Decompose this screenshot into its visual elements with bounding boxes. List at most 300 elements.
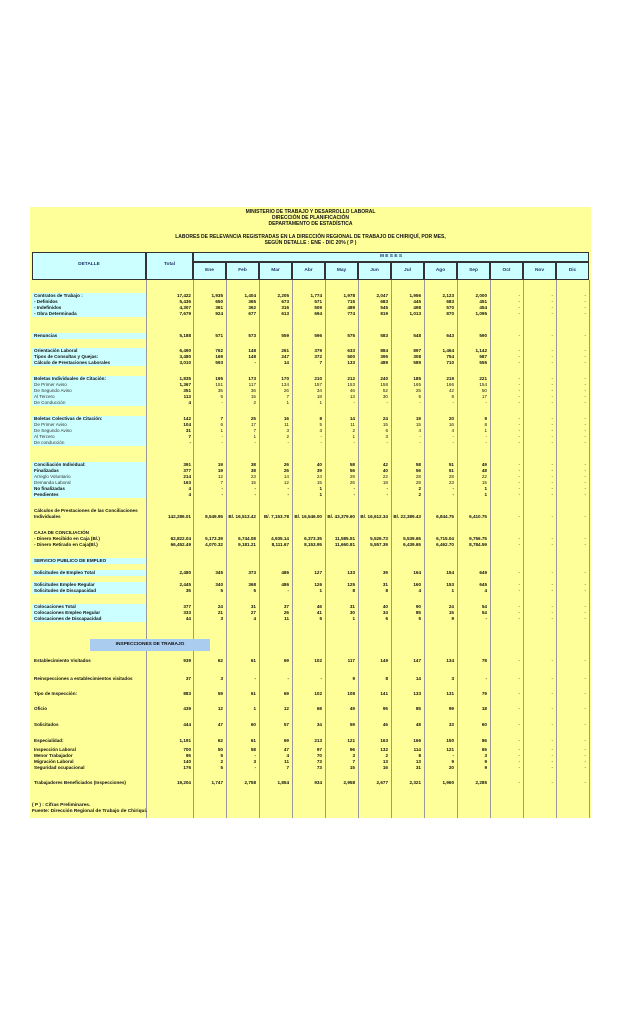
month-value-abr: 571 bbox=[314, 299, 322, 304]
row-label: Trabajadores Beneficiados (Inspecciones) bbox=[34, 780, 126, 785]
month-value-feb: 1 bbox=[253, 706, 256, 711]
month-value-oct: - bbox=[518, 354, 520, 359]
month-value-mar: 673 bbox=[281, 299, 289, 304]
month-value-ago: 2,123 bbox=[442, 293, 454, 298]
month-value-abr: - bbox=[320, 434, 322, 439]
row-label: Cálculo de Prestaciones Laborales bbox=[34, 360, 111, 365]
month-value-mar: 26 bbox=[283, 462, 289, 467]
month-value-jul: 13 bbox=[415, 759, 421, 764]
month-value-jul: 2 bbox=[418, 492, 421, 497]
month-value-ago: 121 bbox=[446, 747, 454, 752]
row-total: 4 bbox=[188, 492, 191, 497]
row-total: 391 bbox=[183, 462, 191, 467]
month-value-sep: 1 bbox=[484, 492, 487, 497]
month-value-mar: 486 bbox=[281, 582, 289, 587]
row-label: Seguridad ocupacional bbox=[34, 765, 85, 770]
month-value-ene: 7 bbox=[220, 416, 223, 421]
month-value-dic: - bbox=[584, 333, 586, 338]
month-value-sep: - bbox=[485, 616, 487, 621]
month-value-jun: 163 bbox=[380, 738, 388, 743]
month-value-may: 13 bbox=[349, 394, 355, 399]
month-value-nov: - bbox=[551, 486, 553, 491]
row-label: De Primer Aviso bbox=[34, 422, 67, 427]
month-value-oct: - bbox=[518, 753, 520, 758]
month-value-jun: 6 bbox=[385, 616, 388, 621]
month-value-sep: 9 bbox=[484, 765, 487, 770]
month-value-feb: 2,758 bbox=[244, 780, 256, 785]
month-header-sep: Sep bbox=[469, 268, 478, 273]
month-value-ago: - bbox=[452, 400, 454, 405]
month-value-ene: 1 bbox=[220, 428, 223, 433]
row-label: Especialidad: bbox=[34, 738, 64, 743]
month-value-ago: - bbox=[452, 753, 454, 758]
month-value-oct: - bbox=[518, 676, 520, 681]
month-value-ago: 33 bbox=[448, 722, 454, 727]
month-value-may: 153 bbox=[347, 382, 355, 387]
row-label: Individuales bbox=[34, 514, 61, 519]
month-value-feb: 2 bbox=[253, 400, 256, 405]
month-value-ago: 154 bbox=[446, 570, 454, 575]
row-total: 4,307 bbox=[179, 305, 191, 310]
row-total: 700 bbox=[183, 747, 191, 752]
month-value-ago: 710 bbox=[446, 360, 454, 365]
month-value-ene: - bbox=[221, 400, 223, 405]
month-value-oct: - bbox=[518, 492, 520, 497]
month-value-mar: 2,205 bbox=[277, 293, 289, 298]
row-label: Tipo de Inspección: bbox=[34, 691, 78, 696]
month-value-jul: 2,321 bbox=[409, 780, 421, 785]
month-value-dic: - bbox=[584, 658, 586, 663]
month-value-nov: - bbox=[551, 462, 553, 467]
month-value-abr: 39 bbox=[316, 468, 322, 473]
month-value-oct: - bbox=[518, 747, 520, 752]
month-value-jul: 548 bbox=[413, 333, 421, 338]
month-value-oct: - bbox=[518, 360, 520, 365]
month-value-dic: - bbox=[584, 747, 586, 752]
month-value-oct: - bbox=[518, 738, 520, 743]
month-value-jun: 46 bbox=[382, 722, 388, 727]
month-value-may: 31 bbox=[349, 604, 355, 609]
row-total: 104 bbox=[183, 422, 191, 427]
month-value-nov: - bbox=[551, 360, 553, 365]
month-value-abr: 934 bbox=[314, 780, 322, 785]
month-value-dic: - bbox=[584, 462, 586, 467]
row-total: 3,480 bbox=[179, 354, 191, 359]
month-value-nov: - bbox=[551, 382, 553, 387]
month-value-ago: - bbox=[452, 492, 454, 497]
month-value-mar: 1 bbox=[286, 400, 289, 405]
month-value-oct: - bbox=[518, 434, 520, 439]
month-value-nov: - bbox=[551, 428, 553, 433]
month-value-ago: 1,464 bbox=[442, 348, 454, 353]
month-value-abr: 8,153.95 bbox=[304, 542, 322, 547]
month-value-nov: - bbox=[551, 753, 553, 758]
month-header-nov: Nov bbox=[534, 268, 545, 273]
month-value-nov: - bbox=[551, 542, 553, 547]
row-label: - Obra Determinada bbox=[34, 311, 77, 316]
month-value-jun: 52 bbox=[382, 388, 388, 393]
month-value-ene: 1,935 bbox=[211, 293, 223, 298]
row-label: Inspección Laboral bbox=[34, 747, 76, 752]
month-value-mar: 26 bbox=[283, 388, 289, 393]
month-value-jun: 2,047 bbox=[376, 293, 388, 298]
month-value-feb: - bbox=[254, 486, 256, 491]
month-value-mar: 14 bbox=[283, 360, 289, 365]
month-value-mar: 3 bbox=[286, 428, 289, 433]
month-value-sep: 154 bbox=[479, 382, 487, 387]
month-value-ene: 35 bbox=[217, 388, 223, 393]
month-value-mar: 134 bbox=[281, 382, 289, 387]
month-value-dic: - bbox=[584, 480, 586, 485]
month-value-mar: 4,935.14 bbox=[271, 536, 289, 541]
month-value-dic: - bbox=[584, 311, 586, 316]
month-value-abr: - bbox=[320, 676, 322, 681]
month-value-mar: 1,854 bbox=[277, 780, 289, 785]
month-value-sep: 451 bbox=[479, 299, 487, 304]
month-value-feb: 148 bbox=[248, 354, 256, 359]
month-value-abr: 5 bbox=[319, 422, 322, 427]
month-value-ago: 20 bbox=[448, 765, 454, 770]
month-value-ene: 47 bbox=[217, 722, 223, 727]
month-value-oct: - bbox=[518, 765, 520, 770]
month-value-may: 133 bbox=[347, 360, 355, 365]
month-value-ene: 62 bbox=[217, 658, 223, 663]
month-value-jul: 48 bbox=[415, 722, 421, 727]
month-value-jul: 165 bbox=[413, 382, 421, 387]
month-value-ago: 28 bbox=[448, 474, 454, 479]
row-label: Reinspecciones a establecimientos visitados bbox=[34, 676, 133, 681]
month-value-jul: 4 bbox=[418, 428, 421, 433]
row-total: 377 bbox=[183, 468, 191, 473]
month-value-dic: - bbox=[584, 299, 586, 304]
month-value-may: 125 bbox=[347, 582, 355, 587]
month-value-nov: - bbox=[551, 588, 553, 593]
month-value-mar: 559 bbox=[281, 333, 289, 338]
month-value-ene: - bbox=[221, 440, 223, 445]
row-label: - Dinero Recibido en Caja (B/.) bbox=[34, 536, 100, 541]
month-value-abr: 7 bbox=[319, 360, 322, 365]
month-value-ago: 8 bbox=[451, 394, 454, 399]
month-value-jun: 16 bbox=[382, 765, 388, 770]
row-total: 1,191 bbox=[179, 738, 191, 743]
row-total: 176 bbox=[183, 765, 191, 770]
month-value-sep: 9 bbox=[484, 416, 487, 421]
month-value-abr: 102 bbox=[314, 691, 322, 696]
row-label: Orientación Laboral bbox=[34, 348, 78, 353]
month-value-oct: - bbox=[518, 610, 520, 615]
month-value-sep: 60 bbox=[481, 722, 487, 727]
month-value-jul: 147 bbox=[413, 658, 421, 663]
month-value-may: 2 bbox=[352, 428, 355, 433]
month-value-jun: 2 bbox=[385, 753, 388, 758]
month-value-ene: 24 bbox=[217, 604, 223, 609]
row-total: 17,422 bbox=[176, 293, 191, 298]
month-value-sep: 86 bbox=[481, 738, 487, 743]
month-value-feb: 36 bbox=[250, 388, 256, 393]
month-value-may: 774 bbox=[347, 311, 355, 316]
month-value-ene: 50 bbox=[217, 747, 223, 752]
month-value-nov: - bbox=[551, 416, 553, 421]
month-header-ene: Ene bbox=[205, 268, 214, 273]
month-value-dic: - bbox=[584, 759, 586, 764]
month-value-oct: - bbox=[518, 440, 520, 445]
month-value-abr: 509 bbox=[314, 305, 322, 310]
month-value-jun: 5,557.39 bbox=[370, 542, 388, 547]
month-value-jun: 39 bbox=[382, 570, 388, 575]
month-value-ene: 8,549.95 bbox=[205, 514, 223, 519]
row-total: 31 bbox=[185, 428, 191, 433]
meses-header-label: M E S E S bbox=[379, 254, 403, 259]
month-value-ene: - bbox=[221, 434, 223, 439]
month-value-sep: 17 bbox=[481, 394, 487, 399]
month-value-jul: 308 bbox=[413, 354, 421, 359]
month-value-mar: 12 bbox=[283, 480, 289, 485]
month-value-jul: 85 bbox=[415, 706, 421, 711]
row-label: Establecimiento Visitados bbox=[34, 658, 91, 663]
month-value-nov: - bbox=[551, 765, 553, 770]
month-value-mar: 69 bbox=[283, 738, 289, 743]
month-value-ago: 134 bbox=[446, 658, 454, 663]
month-value-ago: 51 bbox=[448, 468, 454, 473]
row-total: 66,452.49 bbox=[170, 542, 191, 547]
month-value-nov: - bbox=[551, 722, 553, 727]
month-value-jul: 28 bbox=[415, 480, 421, 485]
month-value-sep: 54 bbox=[481, 610, 487, 615]
month-value-dic: - bbox=[584, 536, 586, 541]
detalle-header-label: DETALLE bbox=[78, 262, 100, 267]
month-value-ene: - bbox=[221, 486, 223, 491]
month-header-oct: Oct bbox=[502, 268, 511, 273]
month-value-jun: - bbox=[386, 440, 388, 445]
month-value-ago: 754 bbox=[446, 354, 454, 359]
month-value-jul: 133 bbox=[413, 691, 421, 696]
row-total: 35 bbox=[185, 588, 191, 593]
month-value-sep: 15 bbox=[481, 480, 487, 485]
month-value-abr: 126 bbox=[314, 582, 322, 587]
row-total: 377 bbox=[183, 604, 191, 609]
month-value-dic: - bbox=[584, 416, 586, 421]
month-value-feb: 365 bbox=[248, 299, 256, 304]
month-value-dic: - bbox=[584, 486, 586, 491]
month-value-ene: 62 bbox=[217, 738, 223, 743]
month-value-sep: 18 bbox=[481, 706, 487, 711]
month-value-ene: 345 bbox=[215, 570, 223, 575]
month-value-ene: 3 bbox=[220, 676, 223, 681]
month-value-jun: - bbox=[386, 492, 388, 497]
month-value-jul: 25 bbox=[415, 388, 421, 393]
month-value-jun: 22 bbox=[382, 474, 388, 479]
month-value-ago: 219 bbox=[446, 376, 454, 381]
month-value-feb: 58 bbox=[250, 747, 256, 752]
month-value-ago: 99 bbox=[448, 706, 454, 711]
month-value-ago: - bbox=[452, 486, 454, 491]
month-value-sep: 65 bbox=[481, 747, 487, 752]
month-value-oct: - bbox=[518, 388, 520, 393]
month-value-oct: - bbox=[518, 474, 520, 479]
month-value-jun: 34 bbox=[382, 610, 388, 615]
month-value-feb: 6,744.08 bbox=[238, 536, 256, 541]
month-value-mar: - bbox=[287, 492, 289, 497]
report-sheet bbox=[30, 207, 591, 818]
row-total: 2,445 bbox=[179, 582, 191, 587]
month-value-nov: - bbox=[551, 434, 553, 439]
month-value-feb: 373 bbox=[248, 570, 256, 575]
row-label: Solicitudes de Empleo Total bbox=[34, 570, 95, 575]
month-value-nov: - bbox=[551, 422, 553, 427]
month-value-oct: - bbox=[518, 293, 520, 298]
report-subtitle: SEGÚN DETALLE : ENE - DIC 20% ( P ) bbox=[264, 240, 357, 246]
month-value-jun: 6 bbox=[385, 428, 388, 433]
month-value-jul: 15 bbox=[415, 422, 421, 427]
month-value-ago: 20 bbox=[448, 416, 454, 421]
report-title: LABORES DE RELEVANCIA REGISTRADAS EN LA DIRECCIÓN REGIONAL DE TRABAJO DE CHIRIQUÍ, POR MES, bbox=[175, 234, 446, 240]
row-total: 44 bbox=[185, 616, 191, 621]
month-value-ene: 169 bbox=[215, 354, 223, 359]
month-value-jul: - bbox=[419, 434, 421, 439]
month-value-feb: 15 bbox=[250, 480, 256, 485]
month-value-ago: - bbox=[452, 440, 454, 445]
month-value-abr: 694 bbox=[314, 311, 322, 316]
month-value-feb: - bbox=[254, 765, 256, 770]
month-value-mar: 11 bbox=[284, 422, 289, 427]
month-value-feb: - bbox=[254, 440, 256, 445]
department-title: DEPARTAMENTO DE ESTADÍSTICA bbox=[268, 221, 353, 227]
month-value-oct: - bbox=[518, 348, 520, 353]
month-value-mar: - bbox=[287, 588, 289, 593]
month-value-may: 633 bbox=[347, 348, 355, 353]
month-value-sep: 555 bbox=[479, 360, 487, 365]
month-value-dic: - bbox=[584, 676, 586, 681]
month-value-abr: 70 bbox=[316, 753, 322, 758]
row-total: 2,480 bbox=[179, 570, 191, 575]
month-value-dic: - bbox=[584, 722, 586, 727]
month-value-abr: 1 bbox=[319, 400, 322, 405]
month-value-dic: - bbox=[584, 588, 586, 593]
month-value-may: 8 bbox=[352, 588, 355, 593]
month-value-jul: 589 bbox=[413, 360, 421, 365]
row-label: Solicitudes Empleo Regular bbox=[34, 582, 95, 587]
month-value-may: 117 bbox=[347, 658, 355, 663]
month-value-may: 46 bbox=[349, 388, 355, 393]
month-value-jun: B/. 16,612.34 bbox=[360, 514, 388, 519]
row-label: Demanda Laboral bbox=[34, 480, 71, 485]
month-value-ago: 4 bbox=[451, 428, 454, 433]
month-value-abr: 73 bbox=[316, 765, 322, 770]
month-value-dic: - bbox=[584, 542, 586, 547]
month-value-sep: 587 bbox=[479, 354, 487, 359]
month-value-abr: 8 bbox=[319, 416, 322, 421]
month-value-feb: 117 bbox=[248, 382, 256, 387]
row-label: De Conducción bbox=[34, 400, 66, 405]
inspecciones-section-label: INSPECCIONES DE TRABAJO bbox=[115, 642, 185, 647]
month-value-nov: - bbox=[551, 480, 553, 485]
row-label: Finalizadas bbox=[34, 468, 59, 473]
month-value-may: - bbox=[353, 440, 355, 445]
month-value-abr: 1 bbox=[319, 492, 322, 497]
month-value-oct: - bbox=[518, 462, 520, 467]
month-value-nov: - bbox=[551, 780, 553, 785]
month-value-feb: 23 bbox=[250, 474, 256, 479]
ministry-title: MINISTERIO DE TRABAJO Y DESARROLLO LABORAL bbox=[245, 209, 376, 215]
row-label: Contratos de Trabajo : bbox=[34, 293, 83, 298]
month-value-jul: 8 bbox=[418, 753, 421, 758]
row-label: Solicitudes de Discapacidad bbox=[34, 588, 97, 593]
month-value-dic: - bbox=[584, 492, 586, 497]
month-value-mar: 11 bbox=[284, 616, 289, 621]
month-value-may: 11,585.51 bbox=[334, 536, 355, 541]
month-value-mar: 170 bbox=[281, 376, 289, 381]
month-value-ago: 16 bbox=[448, 422, 454, 427]
month-value-may: 56 bbox=[349, 468, 355, 473]
month-value-oct: - bbox=[518, 616, 520, 621]
month-value-mar: 16 bbox=[283, 416, 289, 421]
month-value-may: 26 bbox=[349, 480, 355, 485]
month-value-nov: - bbox=[551, 676, 553, 681]
month-value-sep: 1 bbox=[484, 428, 487, 433]
month-value-jul: 5 bbox=[418, 616, 421, 621]
month-value-dic: - bbox=[584, 394, 586, 399]
row-total: 883 bbox=[183, 691, 191, 696]
month-value-nov: - bbox=[551, 759, 553, 764]
row-label: Colocaciones Total bbox=[34, 604, 76, 609]
month-value-oct: - bbox=[518, 468, 520, 473]
month-value-oct: - bbox=[518, 570, 520, 575]
month-value-abr: 46 bbox=[316, 604, 322, 609]
month-value-may: 49 bbox=[349, 706, 355, 711]
month-value-may: 212 bbox=[347, 376, 355, 381]
month-value-mar: 11 bbox=[284, 759, 289, 764]
row-label: Boletas Individuales de Citación: bbox=[34, 376, 106, 381]
month-value-dic: - bbox=[584, 388, 586, 393]
month-value-sep: 590 bbox=[479, 333, 487, 338]
row-label: Pendientes bbox=[34, 492, 59, 497]
month-value-jun: 3 bbox=[385, 434, 388, 439]
month-value-may: 500 bbox=[347, 354, 355, 359]
month-value-jul: 1,013 bbox=[409, 311, 421, 316]
month-value-mar: 47 bbox=[283, 747, 289, 752]
month-value-mar: - bbox=[287, 440, 289, 445]
month-value-ago: 15 bbox=[448, 610, 454, 615]
month-value-nov: - bbox=[551, 305, 553, 310]
month-value-jul: 6,439.65 bbox=[403, 542, 421, 547]
row-total: 140 bbox=[183, 759, 191, 764]
month-value-jun: 158 bbox=[380, 382, 388, 387]
month-value-jul: 19 bbox=[415, 416, 421, 421]
month-value-feb: 362 bbox=[248, 305, 256, 310]
month-value-may: B/. 43,379.60 bbox=[327, 514, 355, 519]
month-value-abr: 102 bbox=[314, 658, 322, 663]
row-label: De Segundo Aviso bbox=[34, 428, 72, 433]
month-value-nov: - bbox=[551, 610, 553, 615]
row-label: Conciliación Individual: bbox=[34, 462, 86, 467]
month-value-abr: 15 bbox=[316, 480, 322, 485]
month-value-abr: 68 bbox=[316, 706, 322, 711]
month-value-abr: 34 bbox=[316, 388, 322, 393]
month-value-nov: - bbox=[551, 706, 553, 711]
month-value-ene: 571 bbox=[215, 333, 223, 338]
month-value-mar: 261 bbox=[281, 348, 289, 353]
month-value-may: 133 bbox=[347, 570, 355, 575]
month-value-dic: - bbox=[584, 780, 586, 785]
month-value-jul: 114 bbox=[413, 747, 421, 752]
month-value-feb: 31 bbox=[250, 604, 256, 609]
month-value-oct: - bbox=[518, 604, 520, 609]
month-value-jul: 160 bbox=[413, 582, 421, 587]
month-value-sep: 6,410.75 bbox=[469, 514, 487, 519]
month-value-ago: 153 bbox=[446, 582, 454, 587]
row-label: - Definidos bbox=[34, 299, 58, 304]
month-value-feb: 38 bbox=[250, 468, 256, 473]
